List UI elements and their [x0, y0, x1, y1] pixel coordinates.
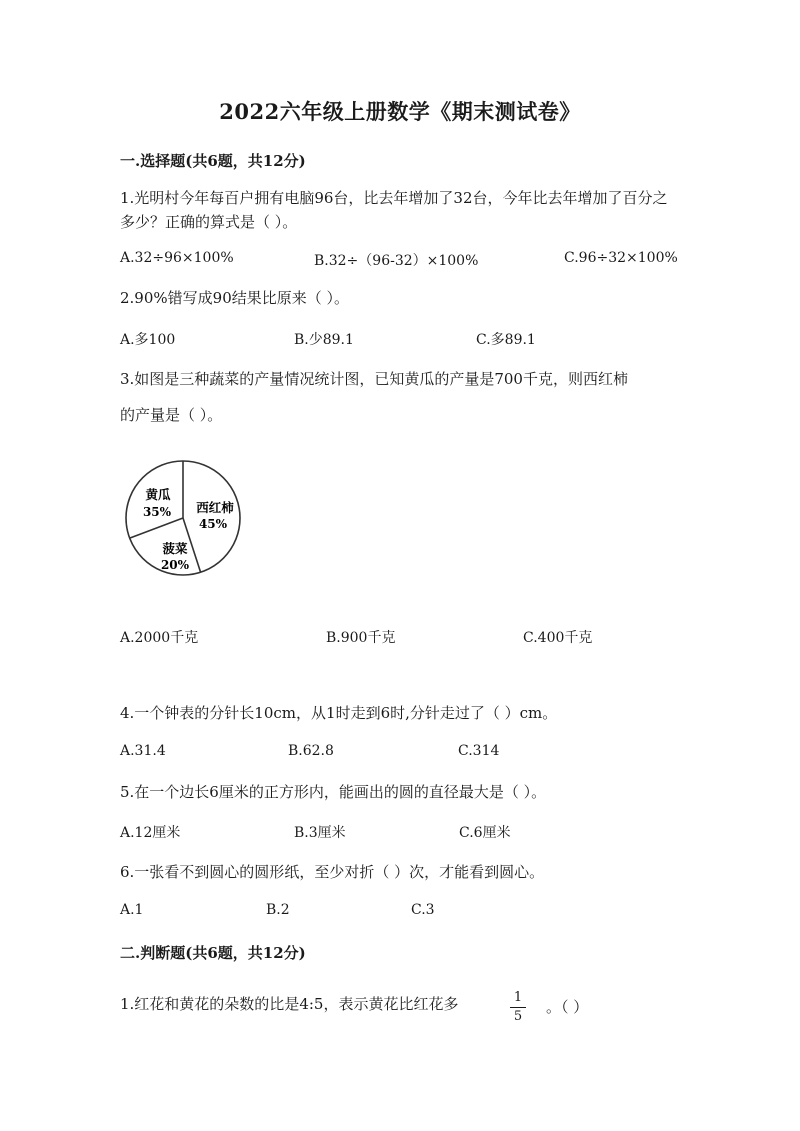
question-4-options: [120, 743, 700, 763]
page-title: 2022六年级上册数学《期末测试卷》: [219, 99, 581, 124]
option-c[interactable]: C.96÷32×100%: [564, 250, 678, 266]
option-a[interactable]: A.1: [120, 902, 144, 918]
pie-divider-left: [130, 518, 183, 538]
option-c[interactable]: C.3: [411, 902, 435, 918]
section-heading-judge: 二.判断题(共6题，共12分): [120, 944, 306, 962]
option-a[interactable]: A.12厘米: [120, 825, 181, 841]
option-b[interactable]: B.3厘米: [294, 825, 346, 841]
fraction-one-fifth: [508, 990, 528, 1025]
question-5: 5.在一个边长6厘米的正方形内，能画出的圆的直径最大是（ ）。: [120, 783, 547, 801]
judge-question-1: 1.红花和黄花的朵数的比是4:5，表示黄花比红花多: [120, 995, 459, 1013]
pie-value-tomato: 45%: [198, 517, 228, 531]
question-2: 2.90%错写成90结果比原来（ ）。: [120, 289, 350, 307]
option-b[interactable]: B.少89.1: [294, 332, 354, 348]
pie-label-tomato: 西红柿: [196, 500, 234, 515]
pie-value-spinach: 20%: [160, 558, 190, 572]
option-b[interactable]: B.32÷（96-32）×100%: [314, 253, 479, 269]
question-3-options: [120, 627, 700, 647]
option-c[interactable]: C.400千克: [523, 630, 593, 646]
fraction-numerator: 1: [513, 990, 523, 1005]
option-b[interactable]: B.62.8: [288, 743, 334, 759]
option-a[interactable]: A.多100: [120, 332, 176, 348]
question-1-options: [120, 250, 700, 270]
question-6-options: [120, 902, 700, 922]
option-c[interactable]: C.314: [458, 743, 500, 759]
vegetable-pie-chart: [118, 456, 248, 586]
question-3-line-2: 的产量是（ ）。: [120, 406, 223, 424]
pie-label-cucumber: 黄瓜: [145, 487, 171, 502]
option-c[interactable]: C.多89.1: [476, 332, 536, 348]
fraction-bar: [510, 1007, 526, 1008]
fraction-denominator: 5: [513, 1009, 523, 1024]
option-b[interactable]: B.900千克: [326, 630, 396, 646]
option-b[interactable]: B.2: [266, 902, 290, 918]
question-5-options: [120, 822, 700, 842]
question-6: 6.一张看不到圆心的圆形纸，至少对折（ ）次，才能看到圆心。: [120, 863, 545, 881]
question-1: 1.光明村今年每百户拥有电脑96台，比去年增加了32台，今年比去年增加了百分之多少？正确的算式是（ ）。: [120, 189, 668, 231]
judge-question-1-answer-blank: 。（ ）: [546, 998, 589, 1016]
question-4: 4.一个钟表的分针长10cm，从1时走到6时,分针走过了（ ）cm。: [120, 704, 558, 722]
question-2-options: [120, 329, 700, 349]
option-a[interactable]: A.31.4: [120, 743, 166, 759]
question-3-line-1: 3.如图是三种蔬菜的产量情况统计图，已知黄瓜的产量是700千克，则西红柿: [120, 370, 628, 388]
option-c[interactable]: C.6厘米: [459, 825, 511, 841]
pie-value-cucumber: 35%: [142, 505, 172, 519]
option-a[interactable]: A.2000千克: [120, 630, 199, 646]
pie-label-spinach: 菠菜: [162, 541, 188, 556]
option-a[interactable]: A.32÷96×100%: [120, 250, 234, 266]
section-heading-choice: 一.选择题(共6题，共12分): [120, 152, 306, 170]
